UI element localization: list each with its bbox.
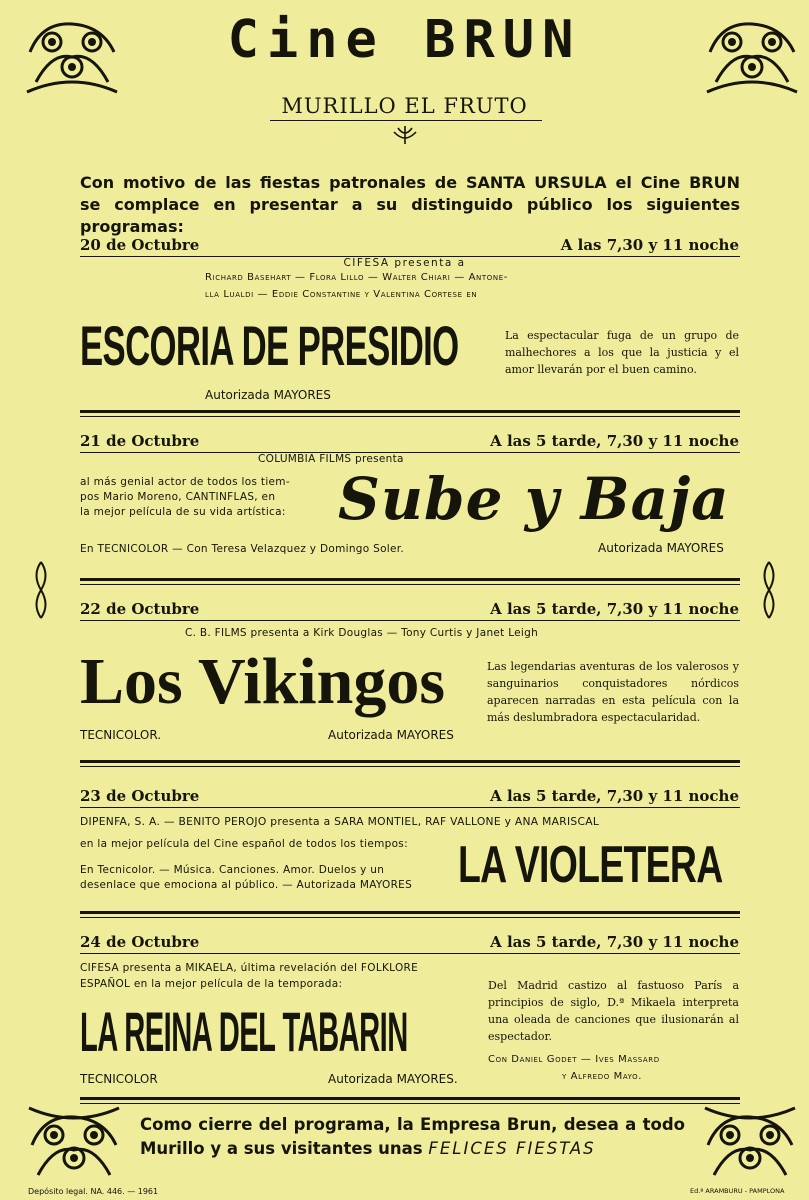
program-presenter: CIFESA presenta a bbox=[343, 257, 466, 269]
program-cast: y Alfredo Mayo. bbox=[562, 1071, 643, 1082]
program-presenter: DIPENFA, S. A. — BENITO PEROJO presenta a SARA MONTIEL, RAF VALLONE y ANA MARISCAL bbox=[80, 815, 600, 828]
movie-description: Las legendarias aventuras de los valerosos y sanguinarios conquistadores nórdicos aparecen narradas en esta película con la más deslumbradora espectacularidad. bbox=[487, 660, 739, 724]
rating: Autorizada MAYORES. bbox=[328, 1072, 458, 1086]
closing-message bbox=[140, 1113, 685, 1161]
program-cast: Con Daniel Godet — Ives Massard bbox=[488, 1054, 660, 1065]
movie-description: La espectacular fuga de un grupo de malhechores a los que la justicia y el amor llevarán por el buen camino. bbox=[505, 329, 739, 376]
rating: Autorizada MAYORES bbox=[205, 388, 331, 402]
program-intro: pos Mario Moreno, CANTINFLAS, en bbox=[80, 491, 276, 503]
divider bbox=[80, 1097, 740, 1100]
side-ornament-icon bbox=[30, 560, 52, 620]
floral-corner-icon bbox=[700, 1100, 800, 1185]
fleuron-icon bbox=[390, 124, 420, 146]
program-date: 23 de Octubre bbox=[80, 787, 200, 805]
program-tagline: desenlace que emociona al público. — Autorizada MAYORES bbox=[80, 879, 413, 891]
divider bbox=[80, 760, 740, 763]
subtitle-underline bbox=[270, 120, 542, 121]
program-times: A las 5 tarde, 7,30 y 11 noche bbox=[490, 933, 739, 951]
program-times: A las 7,30 y 11 noche bbox=[560, 236, 739, 254]
divider bbox=[80, 766, 740, 767]
program-date: 20 de Octubre bbox=[80, 236, 200, 254]
divider bbox=[80, 1103, 740, 1104]
intro-text: Con motivo de las fiestas patronales de SANTA URSULA el Cine BRUN se complace en presentar a su distinguido público los siguientes programas: bbox=[80, 173, 740, 236]
printer-credit: Ed.ª ARAMBURU - PAMPLONA bbox=[690, 1187, 785, 1195]
program-cast: lla Lualdi — Eddie Constantine y Valentina Cortese en bbox=[205, 289, 478, 300]
program-times: A las 5 tarde, 7,30 y 11 noche bbox=[490, 432, 739, 450]
legal-deposit: Depósito legal. NA. 446. — 1961 bbox=[28, 1187, 159, 1196]
divider bbox=[80, 452, 740, 453]
page-subtitle: MURILLO EL FRUTO bbox=[281, 94, 528, 118]
program-times: A las 5 tarde, 7,30 y 11 noche bbox=[490, 787, 739, 805]
program-cast: Richard Basehart — Flora Lillo — Walter Chiari — Antone- bbox=[205, 272, 508, 283]
color-cast: En TECNICOLOR — Con Teresa Velazquez y Domingo Soler. bbox=[80, 543, 405, 555]
divider bbox=[80, 807, 740, 808]
divider bbox=[80, 911, 740, 914]
divider bbox=[80, 578, 740, 581]
color-format: TECNICOLOR. bbox=[80, 728, 162, 742]
rating: Autorizada MAYORES bbox=[598, 541, 724, 555]
movie-title: LA VIOLETERA bbox=[458, 836, 723, 894]
closing-highlight: FELICES FIESTAS bbox=[428, 1139, 596, 1158]
program-date: 21 de Octubre bbox=[80, 432, 200, 450]
movie-title: Sube y Baja bbox=[338, 465, 730, 533]
program-presenter: COLUMBIA FILMS presenta bbox=[258, 453, 404, 465]
program-tagline: En Tecnicolor. — Música. Canciones. Amor. Duelos y un bbox=[80, 864, 385, 876]
color-format: TECNICOLOR bbox=[80, 1072, 158, 1086]
program-tagline: en la mejor película del Cine español de todos los tiempos: bbox=[80, 838, 408, 850]
page-title: Cine BRUN bbox=[227, 10, 582, 70]
closing-text: Como cierre del programa, la Empresa Brun, desea a todo Murillo y a sus visitantes unas bbox=[140, 1115, 685, 1158]
divider bbox=[80, 584, 740, 585]
program-intro: la mejor película de su vida artística: bbox=[80, 506, 286, 518]
movie-title: Los Vikingos bbox=[80, 645, 445, 718]
program-presenter: CIFESA presenta a MIKAELA, última revelación del FOLKLORE bbox=[80, 962, 419, 974]
side-ornament-icon bbox=[758, 560, 780, 620]
divider bbox=[80, 917, 740, 918]
program-presenter: C. B. FILMS presenta a Kirk Douglas — Tony Curtis y Janet Leigh bbox=[185, 627, 539, 639]
divider bbox=[80, 620, 740, 621]
divider bbox=[80, 953, 740, 954]
program-date: 22 de Octubre bbox=[80, 600, 200, 618]
floral-corner-icon bbox=[24, 1100, 124, 1185]
movie-title: LA REINA DEL TABARIN bbox=[80, 1000, 408, 1063]
program-date: 24 de Octubre bbox=[80, 933, 200, 951]
movie-description: Del Madrid castizo al fastuoso París a principios de siglo, D.ª Mikaela interpreta una oleada de canciones que ilusionarán al espectador. bbox=[488, 979, 739, 1043]
program-intro: al más genial actor de todos los tiem- bbox=[80, 476, 290, 488]
program-times: A las 5 tarde, 7,30 y 11 noche bbox=[490, 600, 739, 618]
divider bbox=[80, 410, 740, 413]
program-presenter: ESPAÑOL en la mejor película de la temporada: bbox=[80, 978, 343, 990]
rating: Autorizada MAYORES bbox=[328, 728, 454, 742]
divider bbox=[80, 416, 740, 417]
movie-title: ESCORIA DE PRESIDIO bbox=[80, 314, 459, 377]
